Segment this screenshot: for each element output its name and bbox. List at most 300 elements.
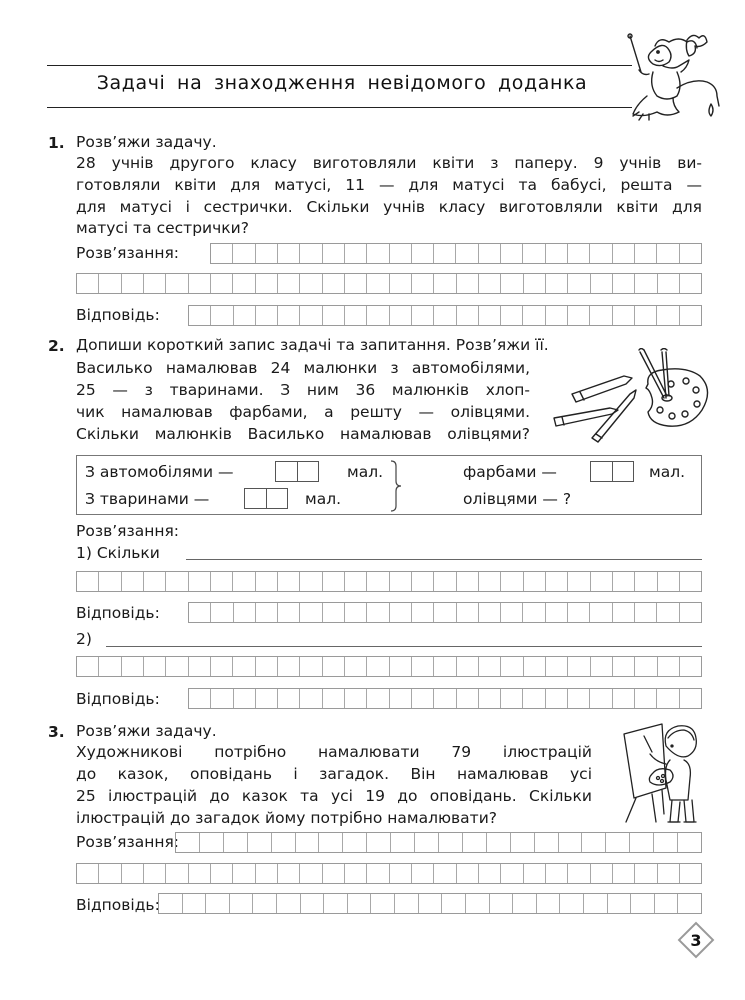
grid-cell[interactable] (390, 657, 412, 676)
grid-cell[interactable] (412, 274, 434, 293)
grid-cell[interactable] (300, 244, 322, 263)
grid-cell[interactable] (678, 833, 701, 852)
grid-cell[interactable] (211, 306, 233, 325)
problem-2-text-line: Скільки малюнків Василько намалював олівцями? (76, 425, 530, 443)
grid-cell[interactable] (278, 603, 300, 622)
grid-cell[interactable] (323, 306, 345, 325)
grid-cell[interactable] (501, 306, 523, 325)
grid-cell[interactable] (419, 894, 443, 913)
problem-2-step-1-grid[interactable] (76, 571, 702, 592)
grid-cell[interactable] (324, 894, 348, 913)
grid-cell[interactable] (189, 657, 211, 676)
problem-3-solution-label: Розв’язання: (76, 833, 180, 851)
grid-cell[interactable] (613, 274, 635, 293)
grid-cell[interactable] (412, 244, 434, 263)
grid-cell[interactable] (183, 894, 207, 913)
grid-cell[interactable] (166, 864, 188, 883)
grid-cell[interactable] (278, 274, 300, 293)
grid-cell[interactable] (412, 689, 434, 708)
grid-cell[interactable] (442, 894, 466, 913)
grid-cell[interactable] (635, 306, 657, 325)
grid-cell[interactable] (234, 689, 256, 708)
grid-cell[interactable] (211, 244, 233, 263)
grid-cell[interactable] (479, 657, 501, 676)
problem-3-text-line: Художникові потрібно намалювати 79 ілюстрацій (76, 743, 592, 761)
grid-cell[interactable] (367, 274, 389, 293)
grid-cell[interactable] (390, 244, 412, 263)
grid-cell[interactable] (434, 689, 456, 708)
grid-cell[interactable] (524, 572, 546, 591)
grid-cell[interactable] (412, 603, 434, 622)
grid-cell[interactable] (345, 572, 367, 591)
problem-2-step-1-answer-grid[interactable] (188, 602, 702, 623)
grid-cell[interactable] (395, 894, 419, 913)
grid-cell[interactable] (300, 274, 322, 293)
problem-3-instruction: Розв’яжи задачу. (76, 722, 217, 740)
grid-cell[interactable] (635, 689, 657, 708)
grid-cell[interactable] (568, 864, 590, 883)
grid-cell[interactable] (77, 864, 99, 883)
grid-cell[interactable] (278, 572, 300, 591)
grid-cell[interactable] (233, 274, 255, 293)
problem-2-step-2-grid[interactable] (76, 656, 702, 677)
grid-cell[interactable] (479, 306, 501, 325)
grid-cell[interactable] (323, 572, 345, 591)
grid-cell[interactable] (546, 274, 568, 293)
grid-cell[interactable] (456, 244, 478, 263)
grid-cell[interactable] (479, 864, 501, 883)
grid-cell[interactable] (524, 864, 546, 883)
grid-cell[interactable] (606, 833, 630, 852)
problem-1-answer-grid[interactable] (188, 305, 702, 326)
dragon-icon (625, 32, 740, 124)
problem-2-step-2-question-line[interactable] (106, 646, 702, 647)
grid-cell[interactable] (680, 306, 701, 325)
grid-cell[interactable] (463, 833, 487, 852)
grid-cell[interactable] (487, 833, 511, 852)
grid-cell[interactable] (345, 244, 367, 263)
grid-cell[interactable] (613, 603, 635, 622)
grid-cell[interactable] (390, 603, 412, 622)
grid-cell[interactable] (613, 244, 635, 263)
grid-cell[interactable] (590, 689, 612, 708)
grid-cell[interactable] (590, 244, 612, 263)
grid-cell[interactable] (613, 657, 635, 676)
grid-cell[interactable] (568, 689, 590, 708)
problem-1-solution-label: Розв’язання: (76, 244, 180, 262)
grid-cell[interactable] (524, 274, 546, 293)
grid-cell[interactable] (367, 833, 391, 852)
problem-2-step-2-label: 2) (76, 630, 92, 648)
grid-cell[interactable] (457, 657, 479, 676)
grid-cell[interactable] (434, 657, 456, 676)
grid-cell[interactable] (479, 274, 501, 293)
grid-cell[interactable] (523, 603, 545, 622)
grid-cell[interactable] (233, 657, 255, 676)
grid-cell[interactable] (631, 894, 655, 913)
grid-cell[interactable] (319, 833, 343, 852)
grid-cell[interactable] (390, 689, 412, 708)
grid-cell[interactable] (457, 274, 479, 293)
grid-cell[interactable] (434, 306, 456, 325)
grid-cell[interactable] (412, 864, 434, 883)
grid-cell[interactable] (272, 833, 296, 852)
problem-3-number: 3. (48, 723, 65, 741)
grid-cell[interactable] (657, 306, 679, 325)
problem-3-answer-label: Відповідь: (76, 896, 160, 914)
grid-cell[interactable] (122, 572, 144, 591)
problem-3-text-line: ілюстрацій до загадок йому потрібно намалювати? (76, 809, 497, 827)
grid-cell[interactable] (99, 274, 121, 293)
grid-cell[interactable] (256, 274, 278, 293)
grid-cell[interactable] (457, 864, 479, 883)
grid-cell[interactable] (390, 306, 412, 325)
grid-cell[interactable] (300, 689, 322, 708)
record-cars-label: З автомобілями — (85, 463, 234, 481)
grid-cell[interactable] (233, 864, 255, 883)
grid-cell[interactable] (654, 833, 678, 852)
grid-cell[interactable] (680, 864, 701, 883)
grid-cell[interactable] (122, 657, 144, 676)
grid-cell[interactable] (211, 689, 233, 708)
grid-cell[interactable] (159, 894, 183, 913)
grid-cell[interactable] (144, 572, 166, 591)
problem-1-text-line: для матусі і сестрички. Скільки учнів класу виготовляли квіти для (76, 198, 702, 216)
grid-cell[interactable] (490, 894, 514, 913)
problem-2-solution-label: Розв’язання: (76, 522, 180, 540)
grid-cell[interactable] (568, 603, 590, 622)
grid-cell[interactable] (613, 572, 635, 591)
grid-cell[interactable] (613, 306, 635, 325)
page-title: Задачі на знаходження невідомого доданка (96, 72, 588, 94)
grid-cell[interactable] (278, 306, 300, 325)
curly-brace-icon (390, 460, 402, 512)
grid-cell[interactable] (568, 244, 590, 263)
record-paints-unit: мал. (649, 463, 686, 481)
record-paints-label: фарбами — (463, 463, 557, 481)
grid-cell[interactable] (584, 894, 608, 913)
grid-cell[interactable] (367, 864, 389, 883)
grid-cell[interactable] (434, 244, 456, 263)
grid-cell[interactable] (323, 244, 345, 263)
problem-2-step-1-question-line[interactable] (186, 559, 702, 560)
record-animals-unit: мал. (305, 490, 342, 508)
grid-cell[interactable] (546, 572, 568, 591)
grid-cell[interactable] (635, 274, 657, 293)
grid-cell[interactable] (122, 864, 144, 883)
grid-cell[interactable] (479, 689, 501, 708)
grid-cell[interactable] (367, 306, 389, 325)
record-cars-unit: мал. (347, 463, 384, 481)
grid-cell[interactable] (591, 572, 613, 591)
grid-cell[interactable] (635, 572, 657, 591)
grid-cell[interactable] (211, 274, 233, 293)
grid-cell[interactable] (301, 894, 325, 913)
grid-cell[interactable] (278, 864, 300, 883)
problem-2-instruction: Допиши короткий запис задачі та запитання. Розв’яжи її. (76, 336, 549, 354)
grid-cell[interactable] (479, 603, 501, 622)
grid-cell[interactable] (680, 603, 701, 622)
grid-cell[interactable] (345, 657, 367, 676)
problem-2-text-line: чик намалював фарбами, а решту — олівцями. (76, 403, 530, 421)
grid-cell[interactable] (680, 689, 701, 708)
grid-cell[interactable] (434, 603, 456, 622)
grid-cell[interactable] (277, 894, 301, 913)
problem-1-solution-grid-row2[interactable] (76, 273, 702, 294)
grid-cell[interactable] (211, 864, 233, 883)
grid-cell[interactable] (546, 657, 568, 676)
grid-cell[interactable] (457, 572, 479, 591)
problem-2-text-line: 25 — з тваринами. З ним 36 малюнків хлоп- (76, 381, 530, 399)
grid-cell[interactable] (546, 864, 568, 883)
grid-cell[interactable] (501, 603, 523, 622)
grid-cell[interactable] (655, 894, 679, 913)
grid-cell[interactable] (591, 274, 613, 293)
grid-cell[interactable] (278, 689, 300, 708)
grid-cell[interactable] (501, 244, 523, 263)
pencils-palette-icon (552, 348, 722, 446)
grid-cell[interactable] (345, 274, 367, 293)
record-animals-label: З тваринами — (85, 490, 210, 508)
grid-cell[interactable] (568, 572, 590, 591)
grid-cell[interactable] (166, 274, 188, 293)
grid-cell[interactable] (211, 572, 233, 591)
grid-cell[interactable] (371, 894, 395, 913)
grid-cell[interactable] (479, 572, 501, 591)
grid-cell[interactable] (300, 603, 322, 622)
grid-cell[interactable] (256, 306, 278, 325)
grid-cell[interactable] (233, 244, 255, 263)
grid-cell[interactable] (680, 244, 701, 263)
grid-cell[interactable] (224, 833, 248, 852)
grid-cell[interactable] (390, 864, 412, 883)
grid-cell[interactable] (99, 572, 121, 591)
grid-cell[interactable] (278, 657, 300, 676)
grid-cell[interactable] (367, 244, 389, 263)
grid-cell[interactable] (658, 274, 680, 293)
grid-cell[interactable] (658, 864, 680, 883)
problem-3-text-line: 25 ілюстрацій до казок та усі 19 до оповідань. Скільки (76, 787, 592, 805)
grid-cell[interactable] (511, 833, 535, 852)
grid-cell[interactable] (635, 864, 657, 883)
grid-cell[interactable] (513, 894, 537, 913)
problem-1-solution-grid[interactable] (210, 243, 702, 264)
grid-cell[interactable] (412, 572, 434, 591)
grid-cell[interactable] (635, 603, 657, 622)
grid-cell[interactable] (348, 894, 372, 913)
grid-cell[interactable] (189, 689, 211, 708)
problem-3-solution-grid[interactable] (175, 832, 702, 853)
problem-1-instruction: Розв’яжи задачу. (76, 133, 217, 151)
grid-cell[interactable] (524, 657, 546, 676)
grid-cell[interactable] (77, 657, 99, 676)
grid-cell[interactable] (591, 864, 613, 883)
record-paints-input[interactable] (590, 461, 634, 482)
grid-cell[interactable] (658, 657, 680, 676)
grid-cell[interactable] (523, 244, 545, 263)
grid-cell[interactable] (613, 864, 635, 883)
grid-cell[interactable] (323, 657, 345, 676)
grid-cell[interactable] (144, 657, 166, 676)
problem-2-step-2-answer-grid[interactable] (188, 688, 702, 709)
grid-cell[interactable] (189, 274, 211, 293)
grid-cell[interactable] (568, 274, 590, 293)
grid-cell[interactable] (99, 864, 121, 883)
grid-cell[interactable] (206, 894, 230, 913)
grid-cell[interactable] (466, 894, 490, 913)
grid-cell[interactable] (256, 572, 278, 591)
grid-cell[interactable] (390, 572, 412, 591)
problem-3-answer-grid[interactable] (158, 893, 702, 914)
problem-2-text-line: Василько намалював 24 малюнки з автомобілями, (76, 359, 530, 377)
problem-3-text-line: до казок, оповідань і загадок. Він намалював усі (76, 765, 592, 783)
grid-cell[interactable] (535, 833, 559, 852)
grid-cell[interactable] (166, 657, 188, 676)
grid-cell[interactable] (166, 572, 188, 591)
grid-cell[interactable] (546, 306, 568, 325)
problem-2-step-1-answer-label: Відповідь: (76, 604, 160, 622)
grid-cell[interactable] (233, 572, 255, 591)
grid-cell[interactable] (323, 274, 345, 293)
grid-cell[interactable] (678, 894, 701, 913)
grid-cell[interactable] (546, 689, 568, 708)
grid-cell[interactable] (680, 274, 701, 293)
grid-cell[interactable] (434, 274, 456, 293)
grid-cell[interactable] (367, 572, 389, 591)
grid-cell[interactable] (256, 603, 278, 622)
grid-cell[interactable] (590, 306, 612, 325)
grid-cell[interactable] (256, 864, 278, 883)
grid-cell[interactable] (680, 572, 701, 591)
grid-cell[interactable] (278, 244, 300, 263)
grid-cell[interactable] (546, 244, 568, 263)
grid-cell[interactable] (176, 833, 200, 852)
record-animals-input[interactable] (244, 488, 288, 509)
record-cars-input[interactable] (275, 461, 319, 482)
short-record-box (76, 455, 702, 515)
grid-cell[interactable] (345, 603, 367, 622)
grid-cell[interactable] (390, 274, 412, 293)
page-number: 3 (690, 931, 702, 950)
grid-cell[interactable] (200, 833, 224, 852)
grid-cell[interactable] (582, 833, 606, 852)
grid-cell[interactable] (412, 306, 434, 325)
grid-cell[interactable] (211, 657, 233, 676)
grid-cell[interactable] (613, 689, 635, 708)
grid-cell[interactable] (590, 603, 612, 622)
grid-cell[interactable] (457, 689, 479, 708)
grid-cell[interactable] (189, 572, 211, 591)
grid-cell[interactable] (658, 572, 680, 591)
grid-cell[interactable] (345, 689, 367, 708)
grid-cell[interactable] (253, 894, 277, 913)
grid-cell[interactable] (657, 689, 679, 708)
grid-cell[interactable] (248, 833, 272, 852)
grid-cell[interactable] (560, 894, 584, 913)
grid-cell[interactable] (230, 894, 254, 913)
grid-cell[interactable] (391, 833, 415, 852)
grid-cell[interactable] (523, 306, 545, 325)
grid-cell[interactable] (323, 864, 345, 883)
grid-cell[interactable] (537, 894, 561, 913)
grid-cell[interactable] (630, 833, 654, 852)
grid-cell[interactable] (367, 657, 389, 676)
grid-cell[interactable] (657, 244, 679, 263)
grid-cell[interactable] (300, 864, 322, 883)
grid-cell[interactable] (323, 603, 345, 622)
problem-3-solution-grid-row2[interactable] (76, 863, 702, 884)
grid-cell[interactable] (457, 603, 479, 622)
grid-cell[interactable] (300, 572, 322, 591)
grid-cell[interactable] (189, 306, 211, 325)
grid-cell[interactable] (635, 244, 657, 263)
grid-cell[interactable] (144, 274, 166, 293)
grid-cell[interactable] (412, 657, 434, 676)
grid-cell[interactable] (77, 274, 99, 293)
grid-cell[interactable] (256, 657, 278, 676)
grid-cell[interactable] (345, 864, 367, 883)
grid-cell[interactable] (99, 657, 121, 676)
grid-cell[interactable] (296, 833, 320, 852)
grid-cell[interactable] (300, 306, 322, 325)
grid-cell[interactable] (343, 833, 367, 852)
problem-2-number: 2. (48, 337, 65, 355)
grid-cell[interactable] (367, 603, 389, 622)
grid-cell[interactable] (256, 689, 278, 708)
grid-cell[interactable] (657, 603, 679, 622)
grid-cell[interactable] (501, 274, 523, 293)
grid-cell[interactable] (367, 689, 389, 708)
grid-cell[interactable] (189, 864, 211, 883)
problem-1-text-line: готовляли квіти для матусі, 11 — для матусі та бабусі, решта — (76, 176, 702, 194)
grid-cell[interactable] (680, 657, 701, 676)
grid-cell[interactable] (457, 306, 479, 325)
grid-cell[interactable] (635, 657, 657, 676)
grid-cell[interactable] (434, 572, 456, 591)
grid-cell[interactable] (439, 833, 463, 852)
problem-2-step-1-label: 1) Скільки (76, 544, 160, 562)
grid-cell[interactable] (501, 864, 523, 883)
grid-cell[interactable] (559, 833, 583, 852)
grid-cell[interactable] (323, 689, 345, 708)
grid-cell[interactable] (77, 572, 99, 591)
grid-cell[interactable] (546, 603, 568, 622)
record-pencils-label: олівцями — ? (463, 490, 572, 508)
grid-cell[interactable] (608, 894, 632, 913)
grid-cell[interactable] (300, 657, 322, 676)
grid-cell[interactable] (234, 603, 256, 622)
grid-cell[interactable] (144, 864, 166, 883)
grid-cell[interactable] (122, 274, 144, 293)
grid-cell[interactable] (345, 306, 367, 325)
grid-cell[interactable] (501, 689, 523, 708)
grid-cell[interactable] (256, 244, 278, 263)
grid-cell[interactable] (501, 657, 523, 676)
grid-cell[interactable] (523, 689, 545, 708)
grid-cell[interactable] (591, 657, 613, 676)
grid-cell[interactable] (501, 572, 523, 591)
grid-cell[interactable] (479, 244, 501, 263)
grid-cell[interactable] (568, 657, 590, 676)
grid-cell[interactable] (189, 603, 211, 622)
problem-2-step-2-answer-label: Відповідь: (76, 690, 160, 708)
boy-painter-icon (622, 718, 702, 830)
grid-cell[interactable] (234, 306, 256, 325)
grid-cell[interactable] (211, 603, 233, 622)
grid-cell[interactable] (415, 833, 439, 852)
grid-cell[interactable] (568, 306, 590, 325)
grid-cell[interactable] (434, 864, 456, 883)
